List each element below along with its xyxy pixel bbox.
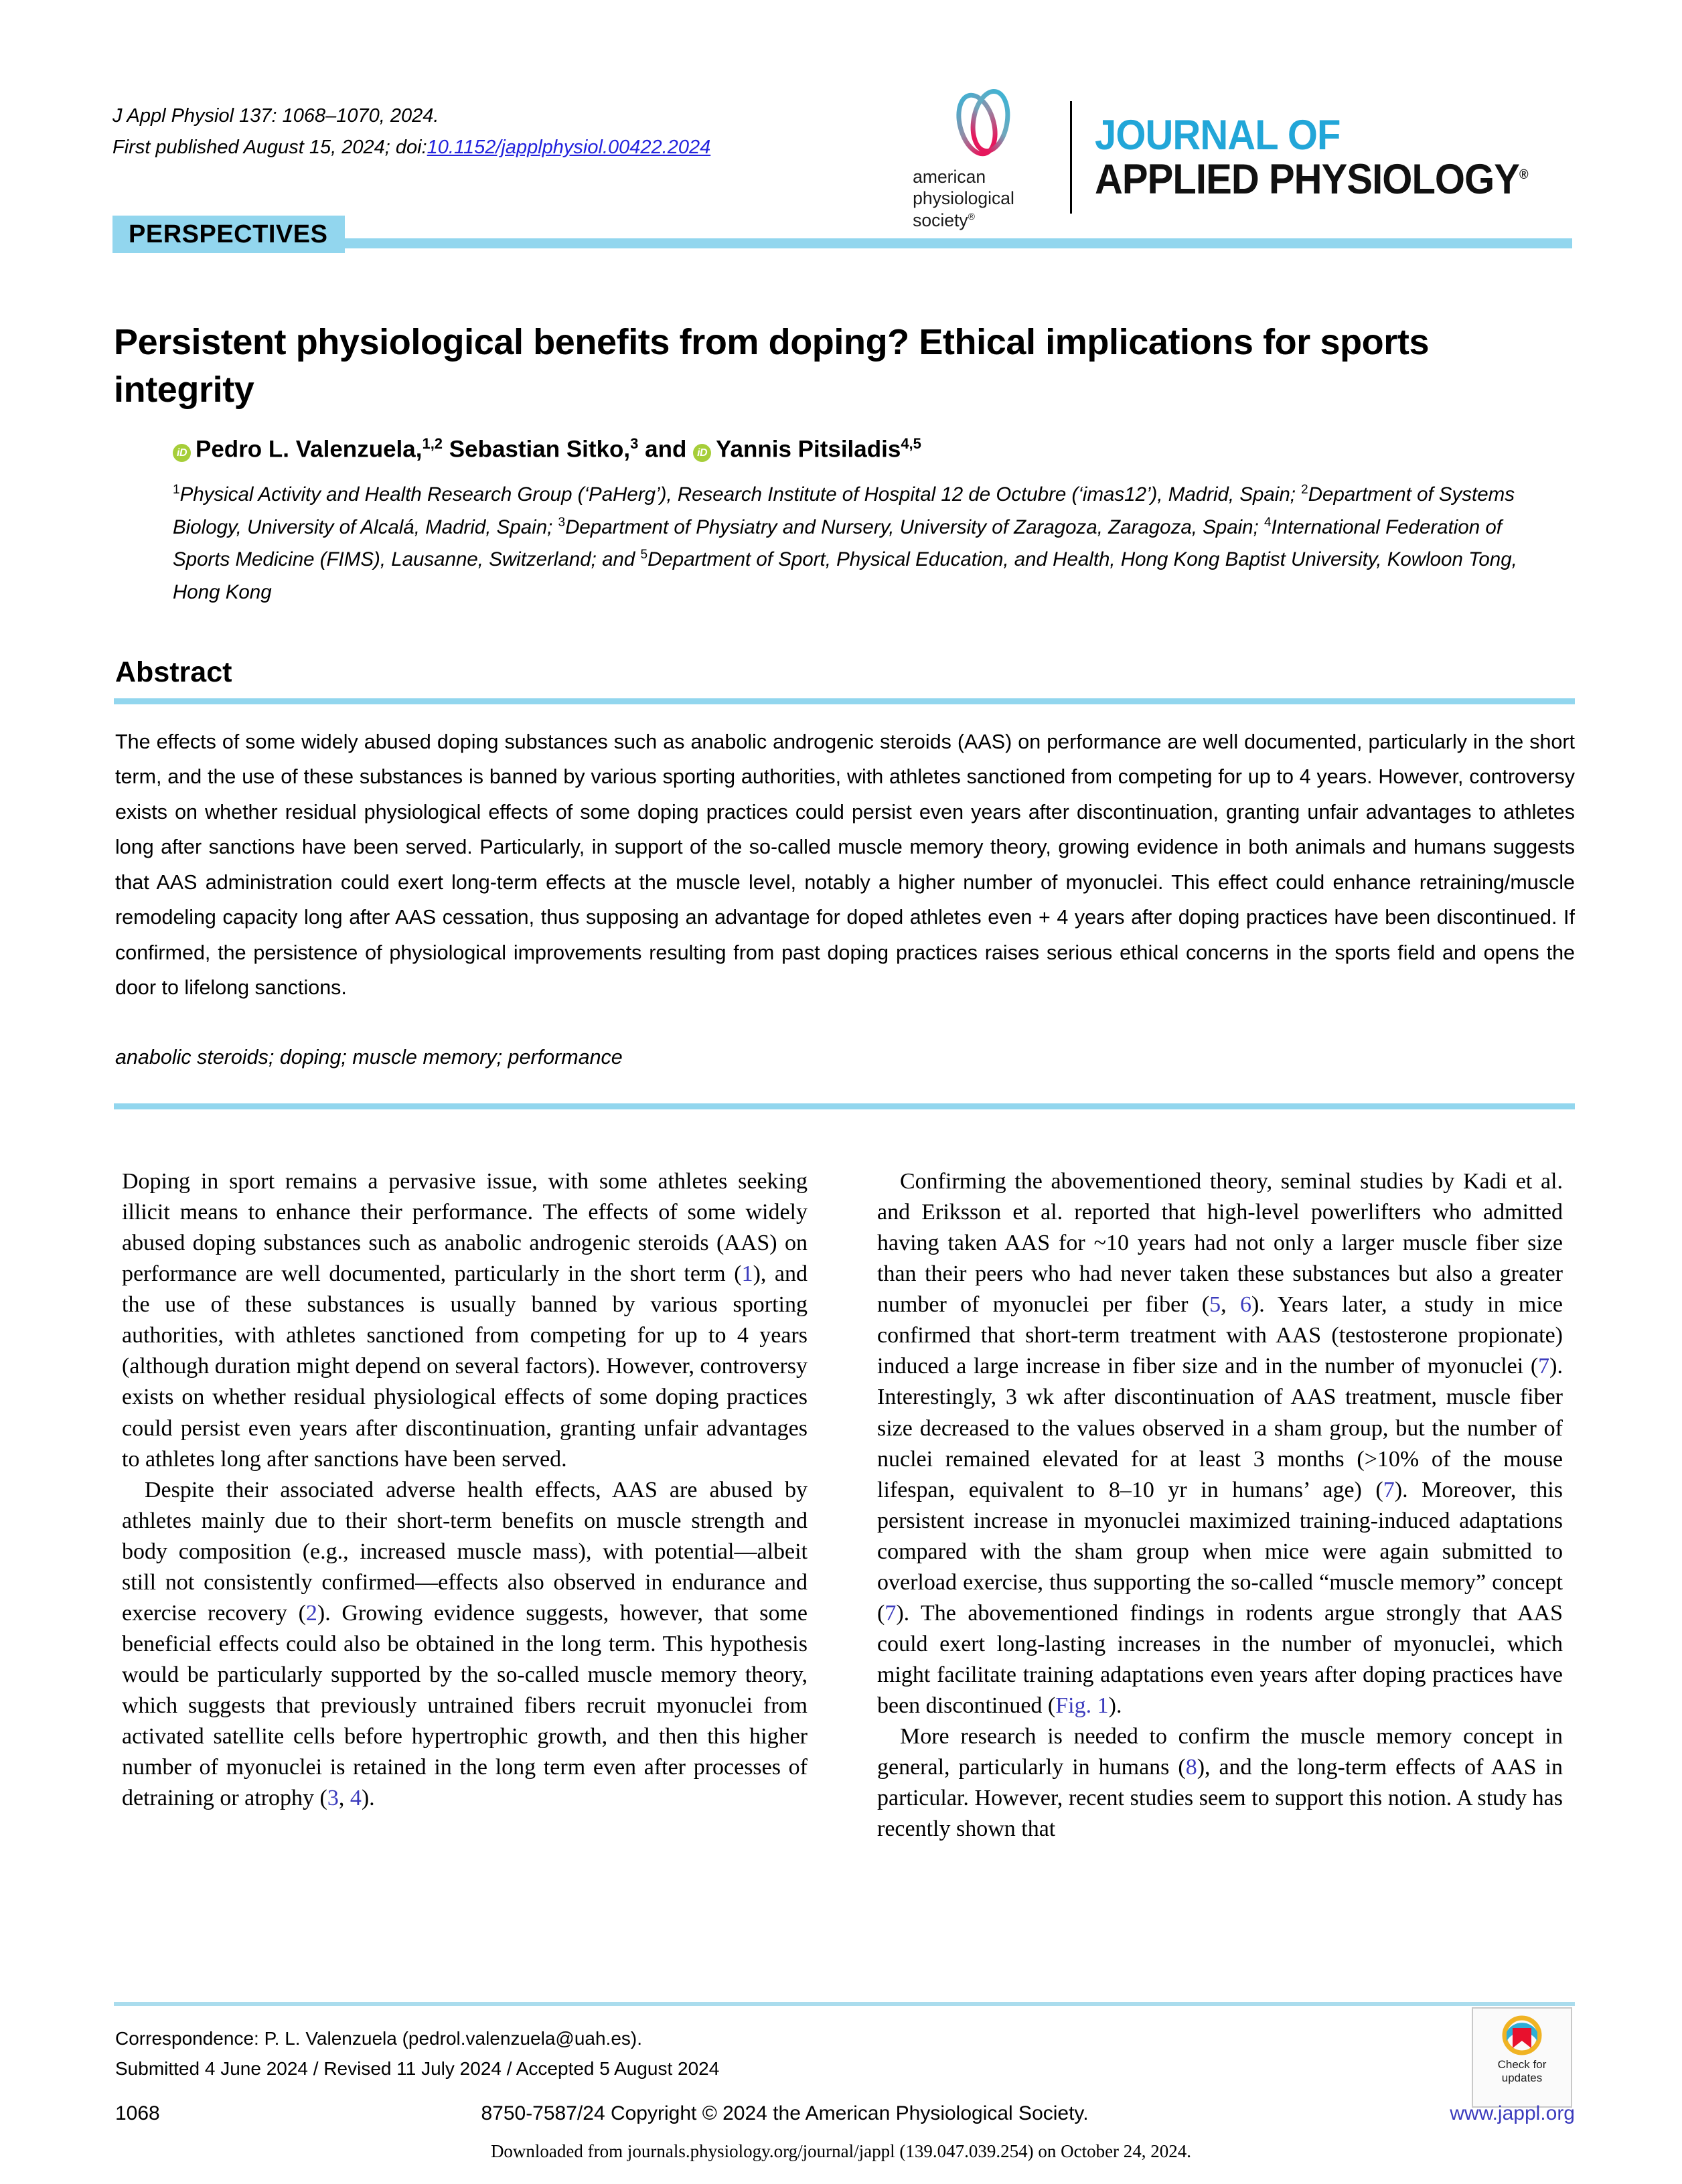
keywords-bottom-rule [114,1103,1575,1109]
paragraph-text: ), and the use of these substances is usually banned by various sporting authorities, with athletes sanctioned from competing for up to 4 years (although duration might depend on several factors). However, controversy exists on whether residual physiological effects of some doping practices could persist even years after discontinuation, granting unfair advantages to athletes long after sanctions have been served. [122,1261,808,1472]
paragraph-text: , [1221,1292,1240,1318]
paragraph-text: Doping in sport remains a pervasive issue, with some athletes seeking illicit means to enhance their performance. The effects of some widely abused doping substances such as anabolic androgenic steroids (AAS) on performance are well documented, particularly in the short term ( [122,1169,808,1287]
first-published-label: First published August 15, 2024; doi: [112,136,427,158]
orcid-icon[interactable]: iD [693,444,711,462]
paragraph-text: ). Years later, a study in mice confirmed that short-term treatment with AAS (testosterone propionate) induced a large increase in fiber size and in the number of myonuclei ( [877,1292,1563,1379]
citation-ref[interactable]: 4 [350,1786,362,1811]
doi-link[interactable]: 10.1152/japplphysiol.00422.2024 [427,136,711,158]
abstract-top-rule [114,698,1575,704]
journal-line-1: JOURNAL OF [1095,112,1341,159]
affil-text-5: Department of Sport, Physical Education, and Health, Hong Kong Baptist University, Kowloon Tong, Hong Kong [173,548,1517,604]
copyright-line: 8750-7587/24 Copyright © 2024 the American Physiological Society. [481,2102,1089,2124]
affil-text-3: Department of Physiatry and Nursery, University of Zaragoza, Zaragoza, Spain; [565,516,1264,538]
author-affil-sup-1: 1,2 [422,435,443,452]
paragraph-text: ). The abovementioned findings in rodents argue strongly that AAS could exert long-lasting increases in the number of myonuclei, which might facilitate training adaptations even years after doping practices have been discontinued ( [877,1600,1563,1719]
journal-wordmark [1095,112,1565,204]
citation-block [112,84,710,163]
logo-divider [1070,101,1072,214]
citation-volume-line: J Appl Physiol 137: 1068–1070, 2024. [112,105,439,127]
paragraph-text: Despite their associated adverse health effects, AAS are abused by athletes mainly due to their short-term benefits on muscle strength and body composition (e.g., increased muscle mass), with potential—albeit still not consistently confirmed—effects also observed in endurance and exercise recovery ( [122,1477,808,1626]
affil-text-4: International Federation of Sports Medicine (FIMS), Lausanne, Switzerland; and [173,516,1502,571]
figure-ref[interactable]: Fig. 1 [1055,1693,1109,1719]
section-badge-perspectives: PERSPECTIVES [112,216,345,253]
paragraph-text: ), and the long-term effects of AAS in particular. However, recent studies seem to support this notion. A study has recently shown that [877,1755,1563,1842]
paragraph-text: ). Moreover, this persistent increase in myonuclei maximized training-induced adaptations compared with the sham group when mice were again submitted to overload exercise, thus supporting the so-called “muscle memory” concept ( [877,1477,1563,1626]
body-column-left [122,1166,808,1845]
abstract-body: The effects of some widely abused doping substances such as anabolic androgenic steroids (AAS) on performance are well documented, particularly in the short term, and the use of these substances is banned by various sporting authorities, with athletes sanctioned from competing for up to 4 years. However, controversy exists on whether residual physiological effects of some doping practices could persist even years after discontinuation, granting unfair advantages to athletes long after sanctions have been served. Particularly, in support of the so-called muscle memory theory, growing evidence in both animals and humans suggests that AAS administration could exert long-term effects at the muscle level, notably a higher number of myonuclei. This effect could enhance retraining/muscle remodeling capacity long after AAS cessation, thus supposing an advantage for doped athletes even + 4 years after doping practices have been discontinued. If confirmed, the persistence of physiological improvements resulting from past doping practices raises serious ethical concerns in the sports field and opens the door to lifelong sanctions. [115,730,1575,1000]
author-affil-sup-2: 3 [630,435,639,452]
affil-sup-5: 5 [640,548,648,562]
aps-loops-icon [943,84,1024,165]
citation-ref[interactable]: 8 [1185,1755,1197,1780]
body-columns [122,1166,1563,1845]
citation-doi-line [112,132,710,163]
page-title: Persistent physiological benefits from doping? Ethical implications for sports integrity [114,322,1430,410]
footer-rule [114,2002,1575,2006]
cfu-line-1: Check for [1497,2058,1547,2071]
section-band [112,216,1572,253]
aps-society-logo [911,84,1055,231]
aps-word-physiological: physiological [913,188,1014,209]
author-name-2: Sebastian Sitko, [443,436,631,463]
author-conjunction: and [638,436,694,463]
affil-text-1: Physical Activity and Health Research Group (‘PaHerg’), Research Institute of Hospital 12 de Octubre (‘imas12’), Madrid, Spain; [179,483,1302,505]
crossmark-icon [1501,2015,1543,2056]
citation-ref[interactable]: 1 [741,1261,753,1287]
author-affil-sup-3: 4,5 [901,435,921,452]
paragraph [122,1166,808,1475]
citation-ref[interactable]: 7 [885,1600,897,1626]
orcid-icon[interactable]: iD [173,444,191,462]
aps-word-society: society® [913,210,975,230]
journal-logo [911,84,1565,231]
affil-sup-1: 1 [173,483,180,497]
paragraph-text: , [338,1786,350,1811]
body-column-right [877,1166,1563,1845]
journal-line-2: APPLIED PHYSIOLOGY® [1095,156,1528,204]
submission-dates-line: Submitted 4 June 2024 / Revised 11 July 2024 / Accepted 5 August 2024 [115,2058,720,2080]
paragraph [877,1166,1563,1721]
paragraph-text: ). Interestingly, 3 wk after discontinuation of AAS treatment, muscle fiber size decreased to the values observed in a sham group, but the number of nuclei remained elevated for at least 3 months (>10% of the mouse lifespan, equivalent to 8–10 yr in humans’ age) ( [877,1354,1563,1502]
citation-ref[interactable]: 5 [1209,1292,1221,1318]
paragraph [877,1721,1563,1845]
affil-sup-4: 4 [1264,515,1272,530]
page-footer-row [115,2102,1575,2125]
author-list [173,435,1512,464]
affil-sup-3: 3 [558,515,566,530]
author-name-3: Yannis Pitsiladis [716,436,901,463]
cfu-line-2: updates [1501,2072,1543,2085]
paragraph-text: ). [361,1786,375,1811]
affil-text-2: Department of Systems Biology, University of Alcalá, Madrid, Spain; [173,483,1515,538]
abstract-heading: Abstract [115,656,232,688]
paragraph-text: More research is needed to confirm the muscle memory concept in general, particularly in humans ( [877,1724,1563,1780]
paragraph-text: ). Growing evidence suggests, however, that some beneficial effects could also be obtained in the long term. This hypothesis would be particularly supported by the so-called muscle memory theory, which suggests that previously untrained fibers recruit myonuclei from activated satellite cells before hypertrophic growth, and then this higher number of myonuclei is retained in the long term even after processes of detraining or atrophy ( [122,1600,808,1811]
citation-ref[interactable]: 2 [305,1600,317,1626]
check-for-updates-badge[interactable] [1472,2007,1572,2108]
aps-word-american: american [913,167,986,187]
citation-ref[interactable]: 3 [327,1786,339,1811]
masthead [112,84,1572,231]
paragraph [122,1475,808,1814]
citation-ref[interactable]: 7 [1383,1477,1395,1502]
check-for-updates-label [1498,2058,1547,2086]
page-number: 1068 [115,2102,160,2124]
correspondence-line: Correspondence: P. L. Valenzuela (pedrol.valenzuela@uah.es). [115,2028,642,2049]
author-name-1: Pedro L. Valenzuela, [196,436,423,463]
affil-sup-2: 2 [1301,483,1308,497]
citation-ref[interactable]: 7 [1538,1354,1550,1379]
paragraph-text: Confirming the abovementioned theory, seminal studies by Kadi et al. and Eriksson et al. reported that high-level powerlifters who admitted having taken AAS for ~10 years had not only a larger muscle fiber size than their peers who had never taken these substances but also a greater number of myonuclei per fiber ( [877,1169,1563,1318]
journal-url-link[interactable]: www.jappl.org [1450,2102,1575,2124]
paragraph-text: ). [1108,1693,1122,1719]
citation-ref[interactable]: 6 [1239,1292,1251,1318]
affiliations [173,479,1525,609]
correspondence-block [115,2023,1253,2084]
keywords: anabolic steroids; doping; muscle memory; performance [115,1046,623,1069]
download-note: Downloaded from journals.physiology.org/journal/jappl (139.047.039.254) on October 24, 2024. [490,2141,1192,2161]
